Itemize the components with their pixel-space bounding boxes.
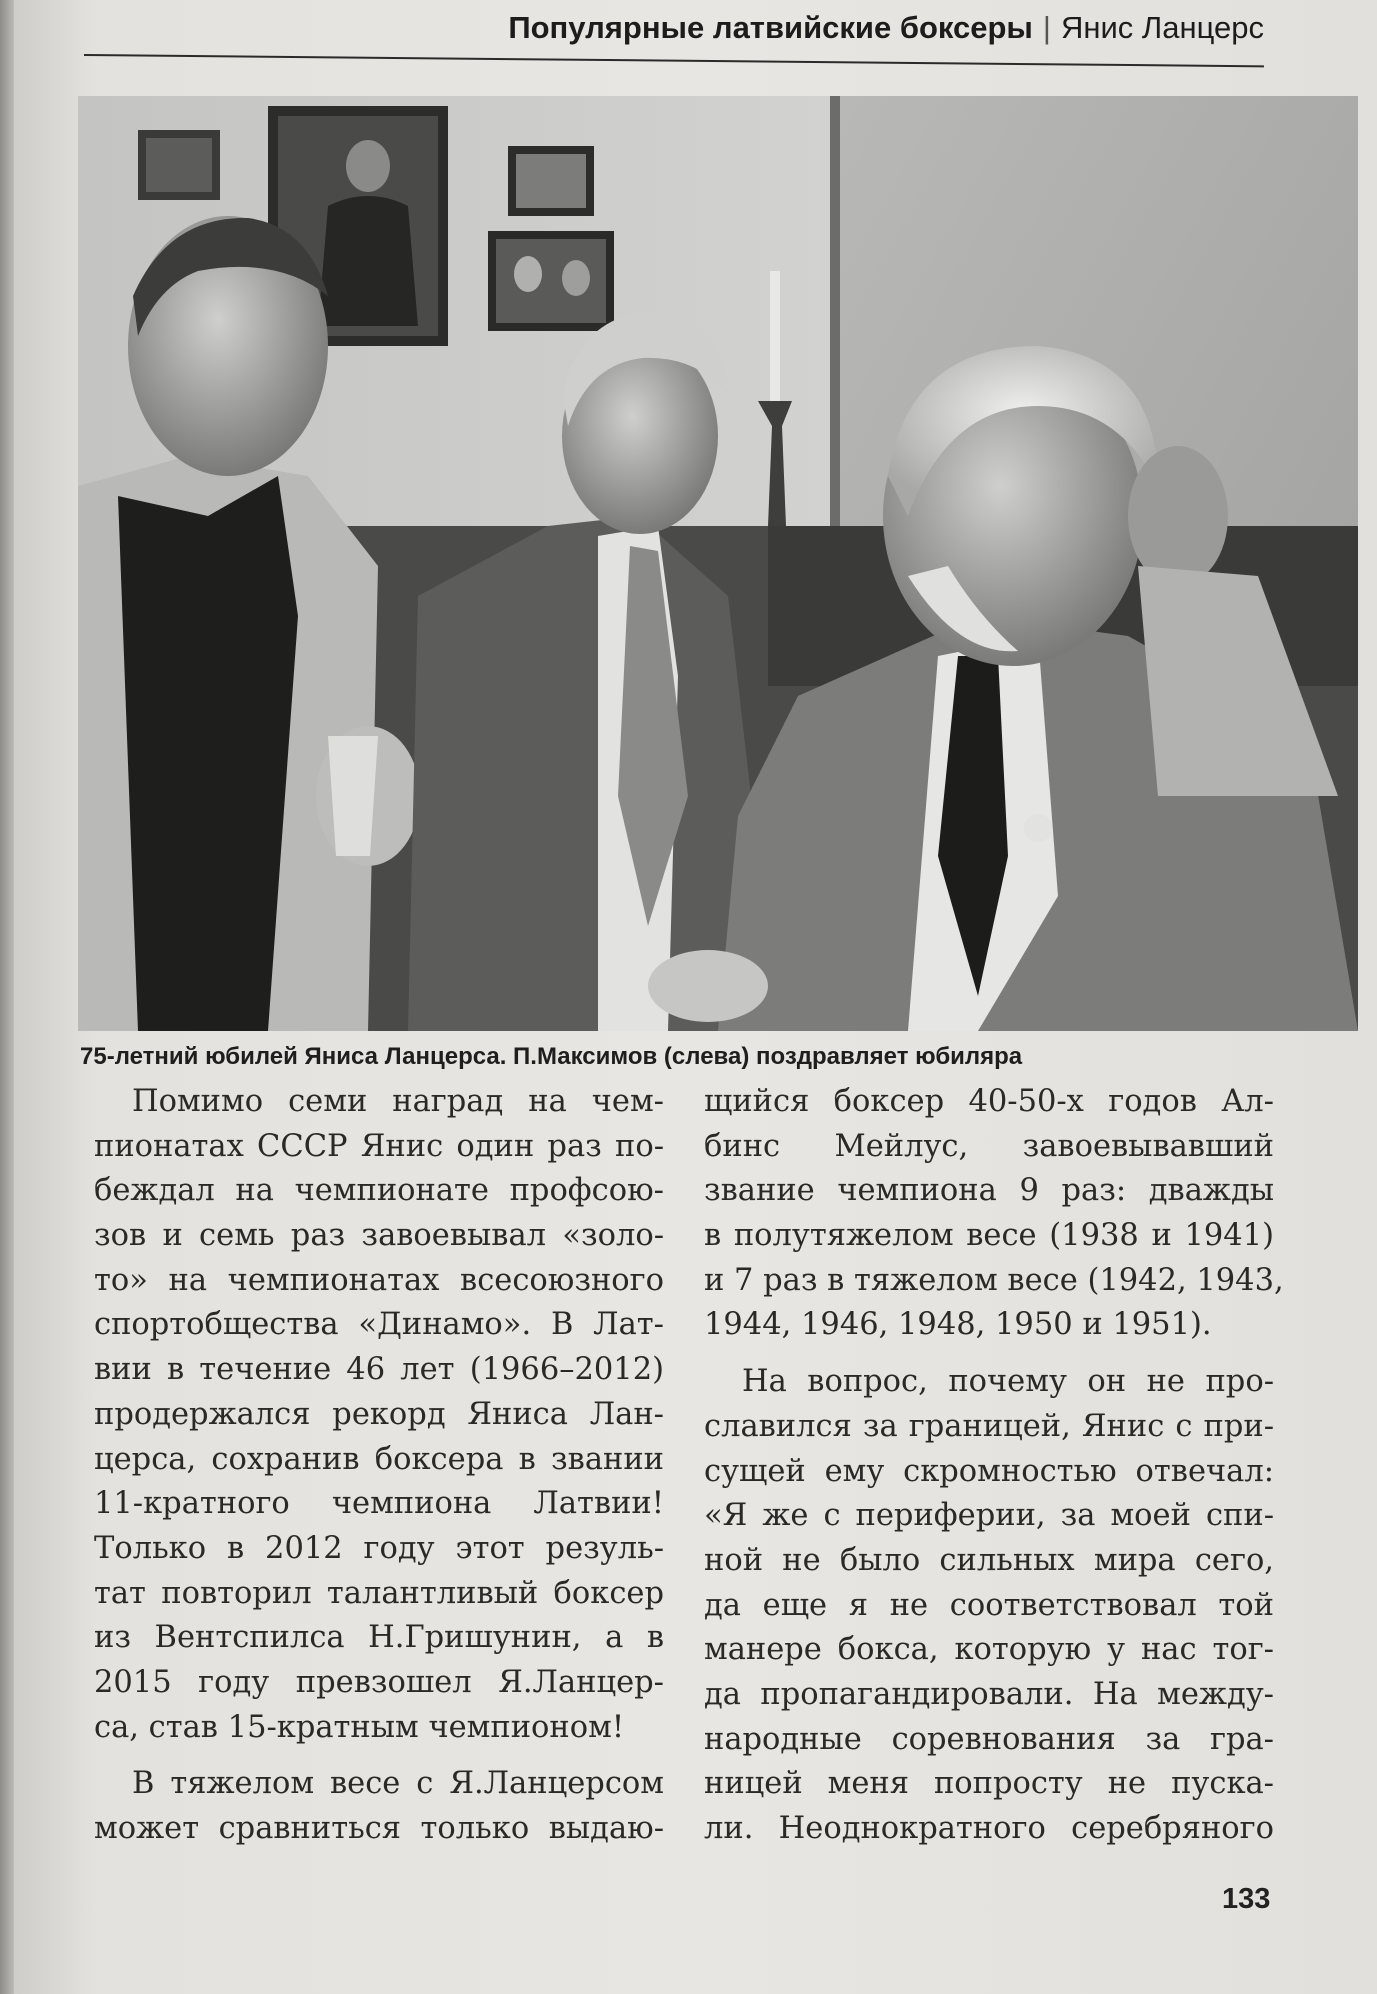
text-line: славился за границей, Янис с при- [704,1408,1274,1444]
text-line: тат повторил талантливый боксер [94,1575,664,1611]
header-separator: | [1042,10,1051,45]
running-header [84,6,1264,88]
text-line: звание чемпиона 9 раз: дважды [704,1173,1274,1209]
text-column-left [94,1080,664,1852]
chapter-author: Янис Ланцерс [1060,10,1264,45]
text-line: из Вентспилса Н.Гришунин, а в [94,1620,664,1656]
header-rule [84,54,1264,67]
text-line: В тяжелом весе с Я.Ланцерсом [132,1766,664,1802]
text-line: то» на чемпионатах всесоюзного [94,1262,664,1298]
text-line: церса, сохранив боксера в звании [94,1441,664,1477]
text-line: 11-кратного чемпиона Латвии! [94,1486,664,1522]
text-line: да пропагандировали. На между- [704,1676,1274,1712]
text-line: ной не было сильных мира сего, [704,1542,1274,1578]
text-line: Только в 2012 году этот резуль- [94,1530,664,1566]
text-line: 2015 году превзошел Я.Ланцер- [94,1664,664,1700]
section-title: Популярные латвийские боксеры [508,10,1033,45]
text-line: 1944, 1946, 1948, 1950 и 1951). [704,1307,1212,1343]
book-spine-shadow [0,0,14,1994]
text-line: беждал на чемпионате профсою- [94,1173,664,1209]
text-line: вии в течение 46 лет (1966–2012) [94,1352,664,1388]
text-line: и 7 раз в тяжелом весе (1942, 1943, [704,1262,1284,1298]
text-line: са, став 15-кратным чемпионом! [94,1709,625,1745]
text-line: манере бокса, которую у нас тог- [704,1632,1274,1668]
text-line: пионатах СССР Янис один раз по- [94,1128,664,1164]
text-line: народные соревнования за гра- [704,1721,1274,1757]
text-line: бинс Мейлус, завоевывавший [704,1128,1274,1164]
text-line: может сравниться только выдаю- [94,1811,664,1846]
jubilee-photo [78,96,1358,1031]
text-line: да еще я не соответствовал той [704,1587,1274,1623]
running-header-text [508,10,1264,46]
book-page [14,0,1377,1994]
page-number: 133 [1222,1883,1271,1915]
photo-caption: 75-летний юбилей Яниса Ланцерса. П.Максимов (слева) поздравляет юбиляра [80,1043,1023,1070]
text-line: щийся боксер 40-50-х годов Ал- [704,1084,1274,1119]
text-line: Помимо семи наград на чем- [132,1084,664,1119]
text-line: продержался рекорд Яниса Лан- [94,1396,664,1432]
text-line: ницей меня попросту не пуска- [704,1766,1274,1802]
text-line: На вопрос, почему он не про- [742,1364,1274,1400]
text-column-right [704,1080,1284,1852]
text-line: сущей ему скромностью отвечал: [704,1453,1274,1489]
text-line: спортобщества «Динамо». В Лат- [94,1307,664,1343]
text-line: в полутяжелом весе (1938 и 1941) [704,1218,1274,1254]
text-line: «Я же с периферии, за моей спи- [704,1498,1274,1534]
text-line: ли. Неоднократного серебряного [704,1811,1274,1846]
text-line: зов и семь раз завоевывал «золо- [94,1218,664,1254]
jubilee-photo-image [78,96,1358,1031]
